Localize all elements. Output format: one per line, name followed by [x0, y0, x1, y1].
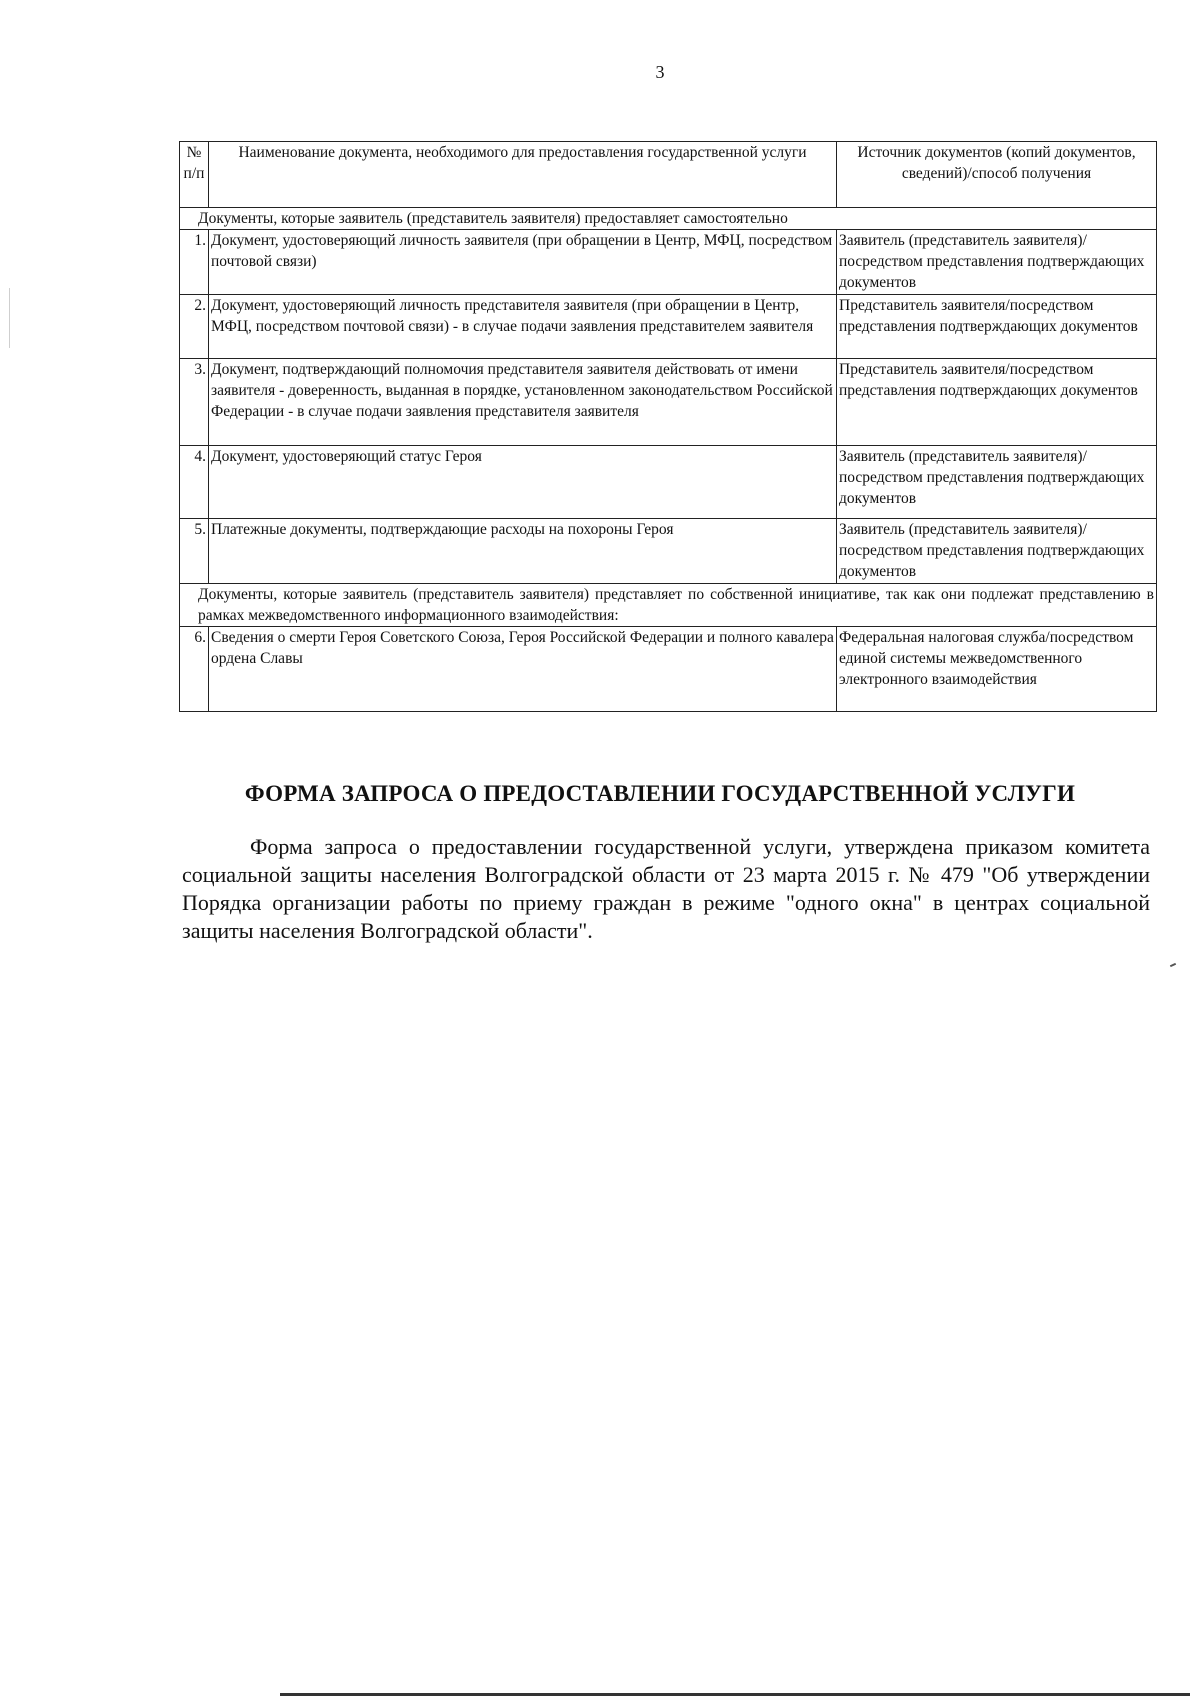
table-header-row: [180, 142, 1157, 208]
table-row: [180, 295, 1157, 359]
row-num: 2.: [180, 295, 209, 359]
page-number: 3: [655, 62, 665, 82]
row-source: Представитель заявителя/посредством представления подтверждающих документов: [837, 295, 1157, 359]
row-source: Федеральная налоговая служба/посредством единой системы межведомственного электронного взаимодействия: [837, 627, 1157, 712]
row-num: 5.: [180, 519, 209, 584]
table-row: [180, 446, 1157, 519]
row-name: Документ, удостоверяющий личность заявителя (при обращении в Центр, МФЦ, посредством почтовой связи): [209, 230, 837, 295]
row-source: Заявитель (представитель заявителя)/посредством представления подтверждающих документов: [837, 519, 1157, 584]
documents-table: [179, 141, 1157, 712]
row-source: Представитель заявителя/посредством представления подтверждающих документов: [837, 359, 1157, 446]
table-row: [180, 627, 1157, 712]
row-num: 3.: [180, 359, 209, 446]
section-title-self: Документы, которые заявитель (представитель заявителя) предоставляет самостоятельно: [180, 208, 1157, 230]
row-num: 4.: [180, 446, 209, 519]
scan-artifact-right: [1170, 963, 1176, 967]
body-paragraph: Форма запроса о предоставлении государственной услуги, утверждена приказом комитета социальной защиты населения Волгоградской области от 23 марта 2015 г. № 479 "Об утверждении Порядка организации работы по приему граждан в режиме "одного окна" в центрах социальной защиты населения Волгоградской области".: [182, 834, 1150, 943]
section-row: [180, 208, 1157, 230]
section-row: [180, 584, 1157, 627]
row-num: 6.: [180, 627, 209, 712]
header-name: Наименование документа, необходимого для предоставления государственной услуги: [209, 142, 837, 208]
header-source: Источник документов (копий документов, сведений)/способ получения: [837, 142, 1157, 208]
table-row: [180, 519, 1157, 584]
row-num: 1.: [180, 230, 209, 295]
row-name: Документ, удостоверяющий статус Героя: [209, 446, 837, 519]
row-name: Платежные документы, подтверждающие расходы на похороны Героя: [209, 519, 837, 584]
row-name: Документ, подтверждающий полномочия представителя заявителя действовать от имени заявителя - доверенность, выданная в порядке, установленном законодательством Российской Федерации - в случае подачи заявления представителя заявителя: [209, 359, 837, 446]
section-title-initiative: Документы, которые заявитель (представитель заявителя) представляет по собственной инициативе, так как они подлежат представлению в рамках межведомственного информационного взаимодействия:: [180, 584, 1157, 627]
form-heading: ФОРМА ЗАПРОСА О ПРЕДОСТАВЛЕНИИ ГОСУДАРСТВЕННОЙ УСЛУГИ: [244, 781, 1076, 806]
row-name: Документ, удостоверяющий личность представителя заявителя (при обращении в Центр, МФЦ, посредством почтовой связи) - в случае подачи заявления представителем заявителя: [209, 295, 837, 359]
table-row: [180, 230, 1157, 295]
row-name: Сведения о смерти Героя Советского Союза, Героя Российской Федерации и полного кавалера ордена Славы: [209, 627, 837, 712]
row-source: Заявитель (представитель заявителя)/посредством представления подтверждающих документов: [837, 446, 1157, 519]
table-row: [180, 359, 1157, 446]
row-source: Заявитель (представитель заявителя)/посредством представления подтверждающих документов: [837, 230, 1157, 295]
scan-artifact-left: [9, 288, 10, 348]
header-num: № п/п: [180, 142, 209, 208]
